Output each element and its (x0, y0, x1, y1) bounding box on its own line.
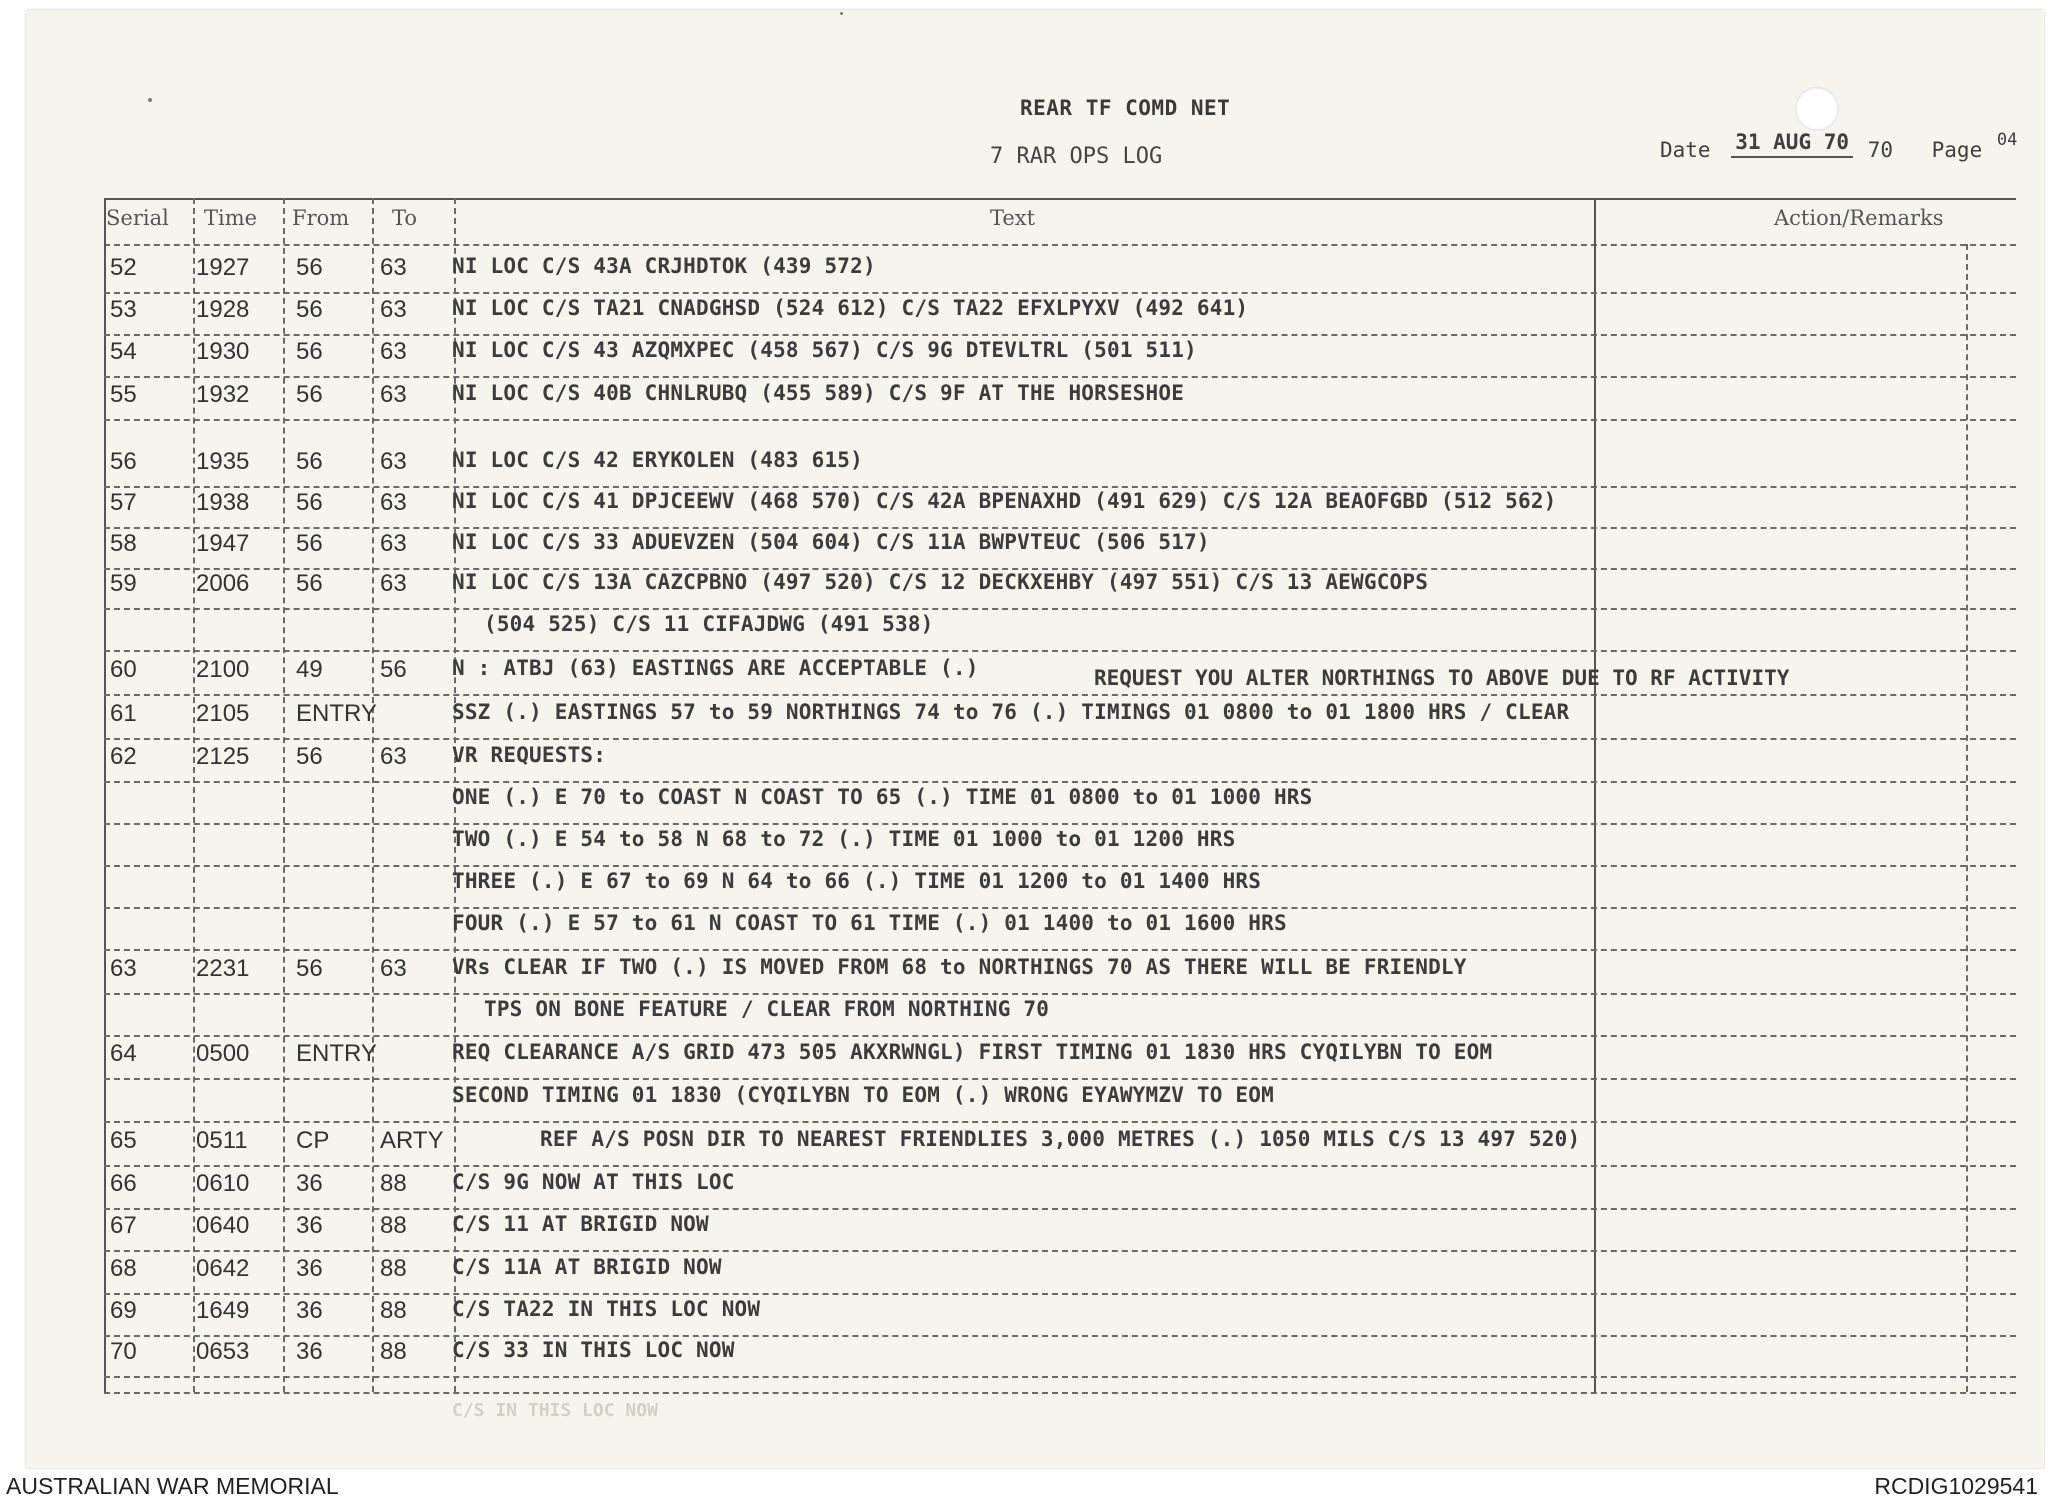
footer-record-id: RCDIG1029541 (1874, 1473, 2038, 1499)
log-row (0, 827, 2048, 867)
row-rule (104, 1078, 2016, 1080)
time-cell: 0500 (196, 1040, 250, 1067)
row-rule (104, 949, 2016, 951)
log-row (0, 1040, 2048, 1080)
log-row (0, 656, 2048, 696)
from-cell: 36 (296, 1338, 323, 1365)
from-cell: 56 (296, 955, 323, 982)
table-bottom-rule (104, 1392, 2016, 1394)
text-cell: N : ATBJ (63) EASTINGS ARE ACCEPTABLE (.) (452, 656, 979, 680)
text-cell: C/S 33 IN THIS LOC NOW (452, 1338, 735, 1362)
to-cell: 56 (380, 656, 407, 683)
serial-cell: 64 (110, 1040, 137, 1067)
time-cell: 1938 (196, 489, 250, 516)
time-cell: 1927 (196, 254, 250, 281)
time-cell: 0610 (196, 1170, 250, 1197)
to-cell: 63 (380, 296, 407, 323)
text-cell-continuation: REQUEST YOU ALTER NORTHINGS TO ABOVE DUE TO RF ACTIVITY (1094, 666, 1790, 690)
serial-cell: 70 (110, 1338, 137, 1365)
text-cell: SECOND TIMING 01 1830 (CYQILYBN TO EOM (.) WRONG EYAWYMZV TO EOM (452, 1083, 1274, 1107)
from-cell: 56 (296, 254, 323, 281)
row-rule (104, 650, 2016, 652)
row-rule (104, 1165, 2016, 1167)
paper-speck (148, 98, 152, 102)
serial-cell: 52 (110, 254, 137, 281)
from-cell: 36 (296, 1297, 323, 1324)
text-cell: VR REQUESTS: (452, 743, 607, 767)
column-header-serial: Serial (106, 206, 169, 230)
log-row (0, 338, 2048, 378)
log-row (0, 869, 2048, 909)
text-cell: NI LOC C/S 40B CHNLRUBQ (455 589) C/S 9F AT THE HORSESHOE (452, 381, 1185, 405)
serial-cell: 63 (110, 955, 137, 982)
text-cell: NI LOC C/S 43 AZQMXPEC (458 567) C/S 9G DTEVLTRL (501 511) (452, 338, 1197, 362)
text-cell: C/S 11A AT BRIGID NOW (452, 1255, 722, 1279)
text-cell: C/S 11 AT BRIGID NOW (452, 1212, 709, 1236)
log-row (0, 254, 2048, 294)
time-cell: 1932 (196, 381, 250, 408)
time-cell: 0642 (196, 1255, 250, 1282)
log-row (0, 1127, 2048, 1167)
row-rule (104, 1121, 2016, 1123)
log-row (0, 570, 2048, 610)
from-cell: 56 (296, 743, 323, 770)
to-cell: 88 (380, 1212, 407, 1239)
text-cell: FOUR (.) E 57 to 61 N COAST TO 61 TIME (.) 01 1400 to 01 1600 HRS (452, 911, 1287, 935)
from-cell: 36 (296, 1255, 323, 1282)
serial-cell: 69 (110, 1297, 137, 1324)
time-cell: 0511 (196, 1127, 248, 1154)
log-row (0, 1255, 2048, 1295)
time-cell: 0640 (196, 1212, 250, 1239)
from-cell: CP (296, 1127, 330, 1154)
serial-cell: 53 (110, 296, 137, 323)
time-cell: 1947 (196, 530, 250, 557)
log-row (0, 448, 2048, 488)
to-cell: ARTY (380, 1127, 444, 1154)
row-rule (104, 823, 2016, 825)
row-rule (104, 738, 2016, 740)
to-cell: 63 (380, 743, 407, 770)
from-cell: ENTRY (296, 700, 377, 727)
serial-cell: 62 (110, 743, 137, 770)
log-row (0, 911, 2048, 951)
row-rule (104, 993, 2016, 995)
text-cell: NI LOC C/S TA21 CNADGHSD (524 612) C/S TA22 EFXLPYXV (492 641) (452, 296, 1249, 320)
column-header-remarks: Action/Remarks (1774, 206, 1944, 230)
serial-cell: 58 (110, 530, 137, 557)
serial-cell: 59 (110, 570, 137, 597)
to-cell: 88 (380, 1297, 407, 1324)
text-cell: SSZ (.) EASTINGS 57 to 59 NORTHINGS 74 to 76 (.) TIMINGS 01 0800 to 01 1800 HRS / CLEAR (452, 700, 1570, 724)
serial-cell: 54 (110, 338, 137, 365)
column-header-to: To (392, 206, 418, 230)
time-cell: 2100 (196, 656, 250, 683)
from-cell: 36 (296, 1170, 323, 1197)
to-cell: 63 (380, 448, 407, 475)
row-rule (104, 1335, 2016, 1337)
serial-cell: 67 (110, 1212, 137, 1239)
from-cell: 56 (296, 448, 323, 475)
column-header-text: Text (990, 206, 1036, 230)
column-header-time: Time (204, 206, 258, 230)
log-row (0, 997, 2048, 1037)
row-rule (104, 334, 2016, 336)
time-cell: 2105 (196, 700, 250, 727)
text-cell: THREE (.) E 67 to 69 N 64 to 66 (.) TIME 01 1200 to 01 1400 HRS (452, 869, 1262, 893)
serial-cell: 66 (110, 1170, 137, 1197)
date-suffix: 70 (1867, 138, 1893, 162)
text-cell: C/S 9G NOW AT THIS LOC (452, 1170, 735, 1194)
table-top-rule (104, 198, 2016, 200)
from-cell: 56 (296, 381, 323, 408)
text-cell: (504 525) C/S 11 CIFAJDWG (491 538) (484, 612, 934, 636)
page-label: Page (1931, 138, 1983, 162)
log-row (0, 700, 2048, 740)
header-rule (104, 244, 2016, 246)
row-rule (104, 1376, 2016, 1378)
from-cell: 56 (296, 296, 323, 323)
time-cell: 1649 (196, 1297, 250, 1324)
to-cell: 63 (380, 338, 407, 365)
serial-cell: 61 (110, 700, 137, 727)
log-row (0, 1083, 2048, 1123)
row-rule (104, 1293, 2016, 1295)
serial-cell: 56 (110, 448, 137, 475)
row-rule (104, 376, 2016, 378)
text-cell: NI LOC C/S 43A CRJHDTOK (439 572) (452, 254, 876, 278)
log-row (0, 530, 2048, 570)
time-cell: 0653 (196, 1338, 250, 1365)
to-cell: 63 (380, 254, 407, 281)
row-rule (104, 907, 2016, 909)
log-row (0, 955, 2048, 995)
to-cell: 63 (380, 530, 407, 557)
from-cell: 56 (296, 570, 323, 597)
text-cell: NI LOC C/S 13A CAZCPBNO (497 520) C/S 12 DECKXEHBY (497 551) C/S 13 AEWGCOPS (452, 570, 1429, 594)
text-cell: ONE (.) E 70 to COAST N COAST TO 65 (.) TIME 01 0800 to 01 1000 HRS (452, 785, 1313, 809)
log-row (0, 612, 2048, 652)
time-cell: 1928 (196, 296, 250, 323)
to-cell: 88 (380, 1170, 407, 1197)
from-cell: 36 (296, 1212, 323, 1239)
row-rule (104, 1208, 2016, 1210)
row-rule (104, 527, 2016, 529)
row-rule (104, 865, 2016, 867)
row-rule (104, 1250, 2016, 1252)
serial-cell: 68 (110, 1255, 137, 1282)
log-row (0, 489, 2048, 529)
log-row (0, 785, 2048, 825)
text-cell: C/S TA22 IN THIS LOC NOW (452, 1297, 761, 1321)
date-value: 31 AUG 70 (1731, 130, 1853, 158)
to-cell: 63 (380, 570, 407, 597)
log-title: REAR TF COMD NET (1020, 96, 1231, 120)
punch-hole (1795, 87, 1839, 131)
text-cell: REQ CLEARANCE A/S GRID 473 505 AKXRWNGL) FIRST TIMING 01 1830 HRS CYQILYBN TO EOM (452, 1040, 1493, 1064)
to-cell: 63 (380, 955, 407, 982)
time-cell: 1930 (196, 338, 250, 365)
row-rule (104, 292, 2016, 294)
log-row (0, 1338, 2048, 1378)
log-row (0, 1297, 2048, 1337)
page-number: 04 (1996, 130, 2018, 150)
row-rule (104, 486, 2016, 488)
faint-offset-text: C/S IN THIS LOC NOW (452, 1400, 658, 1421)
time-cell: 1935 (196, 448, 250, 475)
time-cell: 2006 (196, 570, 250, 597)
serial-cell: 55 (110, 381, 137, 408)
serial-cell: 65 (110, 1127, 137, 1154)
text-cell: VRs CLEAR IF TWO (.) IS MOVED FROM 68 to NORTHINGS 70 AS THERE WILL BE FRIENDLY (452, 955, 1467, 979)
log-row (0, 296, 2048, 336)
row-rule (104, 1035, 2016, 1037)
to-cell: 63 (380, 489, 407, 516)
text-cell: NI LOC C/S 41 DPJCEEWV (468 570) C/S 42A BPENAXHD (491 629) C/S 12A BEAOFGBD (512 562) (452, 489, 1557, 513)
text-cell: REF A/S POSN DIR TO NEAREST FRIENDLIES 3,000 METRES (.) 1050 MILS C/S 13 497 520) (540, 1127, 1581, 1151)
column-header-from: From (292, 206, 350, 230)
serial-cell: 60 (110, 656, 137, 683)
paper-speck (840, 12, 843, 15)
to-cell: 88 (380, 1338, 407, 1365)
row-rule (104, 608, 2016, 610)
from-cell: 56 (296, 489, 323, 516)
row-rule (104, 694, 2016, 696)
text-cell: TPS ON BONE FEATURE / CLEAR FROM NORTHING 70 (484, 997, 1050, 1021)
log-row (0, 381, 2048, 421)
date-label: Date (1660, 138, 1711, 162)
serial-cell: 57 (110, 489, 137, 516)
from-cell: 49 (296, 656, 323, 683)
log-row (0, 743, 2048, 783)
row-rule (104, 419, 2016, 421)
row-rule (104, 781, 2016, 783)
log-row (0, 1212, 2048, 1252)
text-cell: NI LOC C/S 42 ERYKOLEN (483 615) (452, 448, 863, 472)
from-cell: ENTRY (296, 1040, 377, 1067)
time-cell: 2231 (196, 955, 250, 982)
footer-institution: AUSTRALIAN WAR MEMORIAL (6, 1473, 339, 1499)
from-cell: 56 (296, 338, 323, 365)
from-cell: 56 (296, 530, 323, 557)
text-cell: NI LOC C/S 33 ADUEVZEN (504 604) C/S 11A BWPVTEUC (506 517) (452, 530, 1210, 554)
text-cell: TWO (.) E 54 to 58 N 68 to 72 (.) TIME 01 1000 to 01 1200 HRS (452, 827, 1236, 851)
time-cell: 2125 (196, 743, 250, 770)
to-cell: 88 (380, 1255, 407, 1282)
to-cell: 63 (380, 381, 407, 408)
log-subtitle: 7 RAR OPS LOG (990, 144, 1163, 169)
log-row (0, 1170, 2048, 1210)
date-page-block (1660, 130, 2018, 166)
